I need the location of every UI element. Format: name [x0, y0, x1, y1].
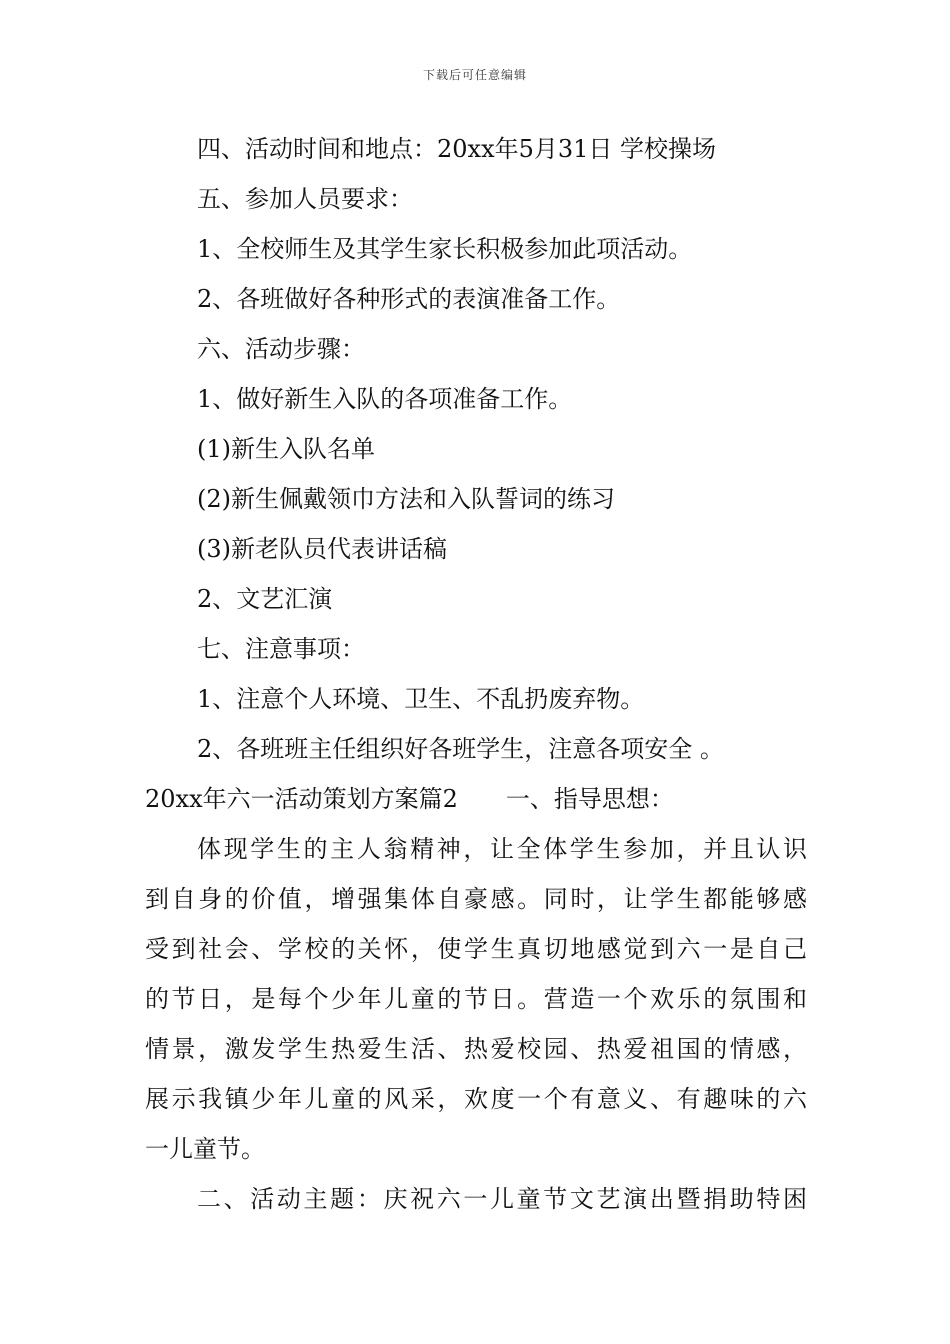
paragraph-line: 展示我镇少年儿童的风采，欢度一个有意义、有趣味的六	[145, 1085, 807, 1113]
notes-item-1: 1、注意个人环境、卫生、不乱扔废弃物。	[197, 685, 645, 713]
steps-subitem-1: (1)新生入队名单	[197, 435, 375, 463]
section-notes-heading: 七、注意事项：	[197, 635, 365, 663]
section-time-place: 四、活动时间和地点：20xx年5月31日 学校操场	[197, 135, 717, 163]
participants-item-1: 1、全校师生及其学生家长积极参加此项活动。	[197, 235, 693, 263]
steps-item-1: 1、做好新生入队的各项准备工作。	[197, 385, 573, 413]
plan-2-title: 20xx年六一活动策划方案篇2 一、指导思想：	[145, 785, 674, 813]
page-header: 下载后可任意编辑	[422, 68, 527, 82]
paragraph-line: 一儿童节。	[145, 1135, 265, 1163]
participants-item-2: 2、各班做好各种形式的表演准备工作。	[197, 285, 621, 313]
steps-subitem-2: (2)新生佩戴领巾方法和入队誓词的练习	[197, 485, 615, 513]
paragraph-line: 的节日，是每个少年儿童的节日。营造一个欢乐的氛围和	[145, 985, 807, 1013]
paragraph-line: 到自身的价值，增强集体自豪感。同时，让学生都能够感	[145, 885, 807, 913]
notes-item-2: 2、各班班主任组织好各班学生，注意各项安全 。	[197, 735, 724, 763]
section-participants-heading: 五、参加人员要求：	[197, 185, 413, 213]
section-steps-heading: 六、活动步骤：	[197, 335, 365, 363]
paragraph-line: 情景，激发学生热爱生活、热爱校园、热爱祖国的情感，	[145, 1035, 807, 1063]
paragraph-line: 体现学生的主人翁精神，让全体学生参加，并且认识	[197, 835, 807, 863]
steps-subitem-3: (3)新老队员代表讲话稿	[197, 535, 447, 563]
section-theme: 二、活动主题：庆祝六一儿童节文艺演出暨捐助特困	[197, 1185, 807, 1213]
steps-item-2: 2、文艺汇演	[197, 585, 333, 613]
paragraph-line: 受到社会、学校的关怀，使学生真切地感觉到六一是自己	[145, 935, 807, 963]
